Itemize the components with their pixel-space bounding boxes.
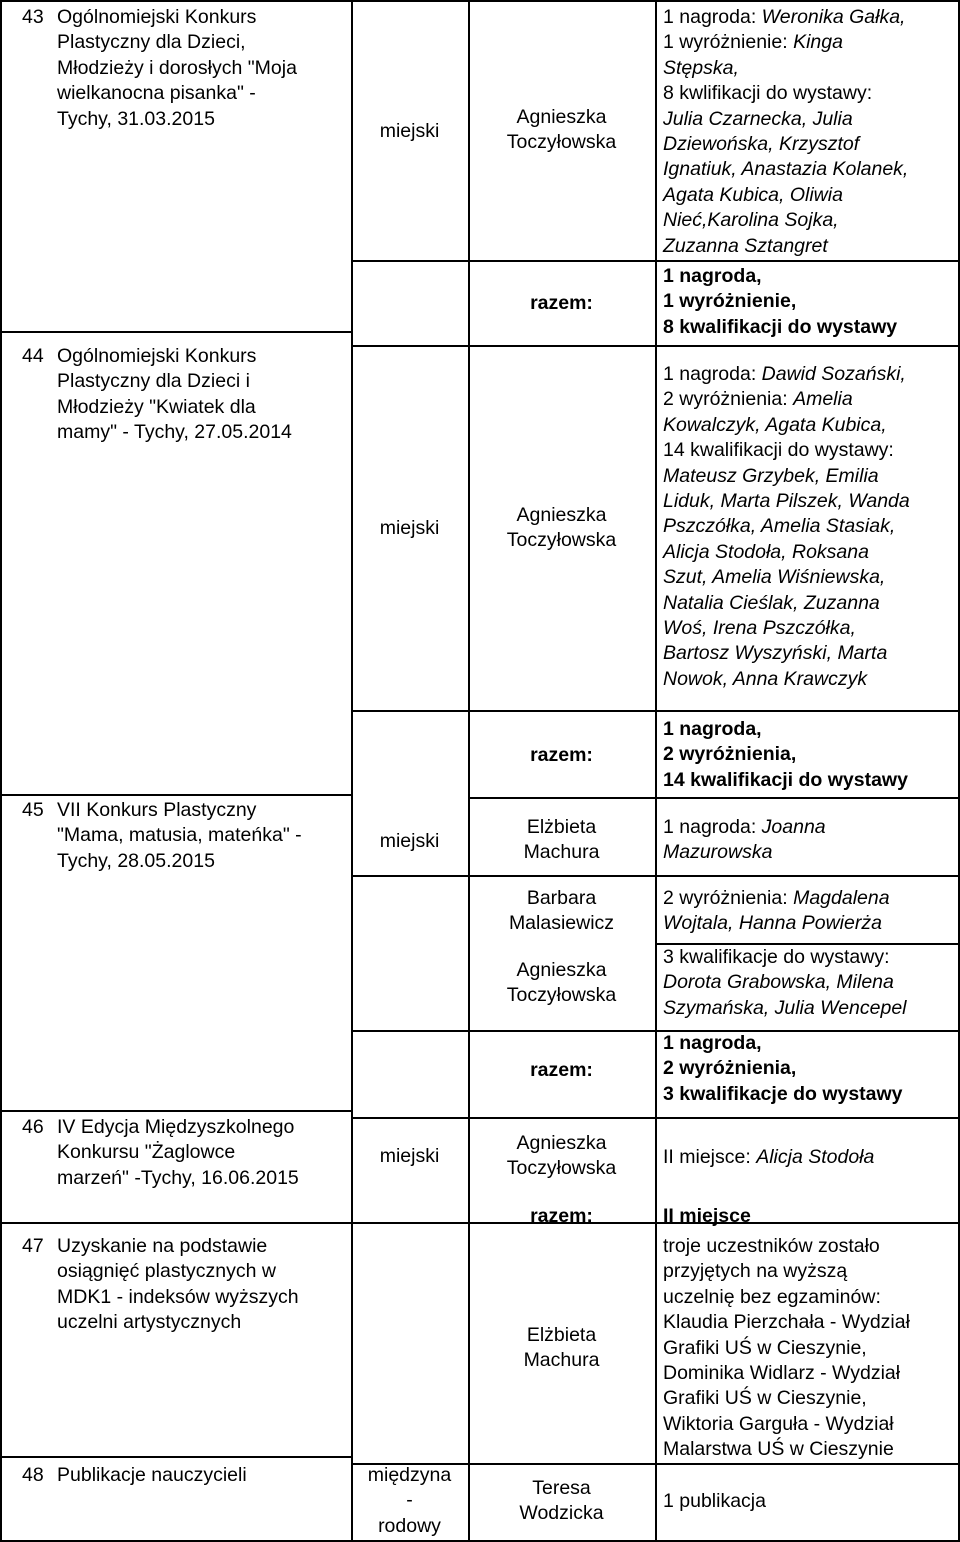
row-45-teachers: Elżbieta Machura bbox=[523, 816, 600, 864]
row-47-result: troje uczestników zostało przyjętych na wyższą uczelnię bez egzaminów: Klaudia Pierzchała - Wydział Grafiki UŚ w Cieszynie, Dominika Widlarz - Wydział Grafiki UŚ w Cieszynie, Wiktoria Garguła - Wydział Malarstwa UŚ w Cieszynie bbox=[663, 1235, 910, 1461]
row-46-scope: miejski bbox=[379, 1145, 440, 1167]
row-45-title: 45 VII Konkurs Plastyczny "Mama, matusia, mateńka" - Tychy, 28.05.2015 bbox=[22, 799, 302, 872]
row-45-scope: miejski bbox=[379, 830, 440, 852]
row-48-result: 1 publikacja bbox=[663, 1490, 766, 1512]
row-48-title: 48 Publikacje nauczycieli bbox=[22, 1463, 247, 1488]
grid-line bbox=[351, 710, 960, 712]
title-line: Tychy, 31.03.2015 bbox=[57, 107, 215, 130]
grid-line bbox=[0, 0, 960, 2]
row-45-result: 3 kwalifikacje do wystawy: Dorota Grabowska, Milena Szymańska, Julia Wencepel bbox=[663, 946, 907, 1019]
row-number: 47 bbox=[22, 1235, 44, 1257]
row-number: 44 bbox=[22, 345, 44, 367]
row-48-teacher: Teresa Wodzicka bbox=[519, 1477, 604, 1525]
row-number: 46 bbox=[22, 1116, 44, 1138]
row-43-summary: 1 nagroda, 1 wyróżnienie, 8 kwalifikacji do wystawy bbox=[663, 265, 898, 338]
grid-line bbox=[0, 0, 2, 1542]
grid-line bbox=[0, 1110, 351, 1112]
row-46-title: 46 IV Edycja Międzyszkolnego Konkursu "Żaglowce marzeń" -Tychy, 16.06.2015 bbox=[22, 1116, 299, 1189]
row-47-teacher: Elżbieta Machura bbox=[523, 1324, 600, 1372]
row-44-title: 44 Ogólnomiejski Konkurs Plastyczny dla Dzieci i Młodzieży "Kwiatek dla mamy" - Tychy, 27.05.2014 bbox=[22, 345, 292, 444]
title-line: wielkanocna pisanka" - bbox=[57, 82, 256, 105]
grid-line bbox=[351, 0, 353, 1542]
row-45-teachers: Agnieszka Toczyłowska bbox=[506, 959, 617, 1007]
title-line: Młodzieży i dorosłych "Moja bbox=[57, 56, 297, 79]
row-43-summary-label: razem: bbox=[530, 292, 593, 314]
grid-line bbox=[0, 1456, 351, 1458]
row-number: 43 bbox=[22, 6, 44, 28]
row-48-scope: międzyna - rodowy bbox=[367, 1464, 452, 1537]
row-44-result: 1 nagroda: Dawid Sozański, 2 wyróżnienia: Amelia Kowalczyk, Agata Kubica, 14 kwalifikacji do wystawy: Mateusz Grzybek, Emilia Liduk, Marta Pilszek, Wanda Pszczółka, Amelia Stasiak, Alicja Stodoła, Roksana Szut, Amelia Wiśniewska, Natalia Cieślak, Zuzanna Woś, Irena Pszczółka, Bartosz Wyszyński, Marta Nowok, Anna Krawczyk bbox=[663, 363, 910, 690]
grid-line bbox=[351, 260, 960, 262]
grid-line bbox=[0, 794, 351, 796]
row-number: 48 bbox=[22, 1464, 44, 1486]
row-47-title: 47 Uzyskanie na podstawie osiągnięć plastycznych w MDK1 - indeksów wyższych uczelni artystycznych bbox=[22, 1235, 299, 1334]
grid-line bbox=[351, 875, 960, 877]
row-46-summary-label: razem: bbox=[530, 1205, 593, 1227]
row-43-teacher: Agnieszka Toczyłowska bbox=[506, 106, 617, 154]
row-44-summary: 1 nagroda, 2 wyróżnienia, 14 kwalifikacji do wystawy bbox=[663, 718, 908, 791]
row-46-result: II miejsce: Alicja Stodoła bbox=[663, 1146, 875, 1168]
grid-line bbox=[468, 0, 470, 1542]
row-46-teacher: Agnieszka Toczyłowska bbox=[506, 1132, 617, 1180]
grid-line bbox=[655, 0, 657, 1542]
row-43-scope: miejski bbox=[379, 120, 440, 142]
grid-line bbox=[0, 331, 351, 333]
row-45-result: 2 wyróżnienia: Magdalena Wojtala, Hanna Powierża bbox=[663, 887, 890, 935]
title-line: Ogólnomiejski Konkurs bbox=[57, 6, 257, 28]
row-45-result: 1 nagroda: Joanna Mazurowska bbox=[663, 816, 826, 864]
grid-line bbox=[468, 797, 960, 799]
title-line: Plastyczny dla Dzieci, bbox=[57, 31, 246, 54]
row-44-scope: miejski bbox=[379, 517, 440, 539]
row-45-teachers: Barbara Malasiewicz bbox=[508, 887, 615, 935]
row-44-teacher: Agnieszka Toczyłowska bbox=[506, 504, 617, 552]
row-44-summary-label: razem: bbox=[530, 744, 593, 766]
grid-line bbox=[351, 345, 960, 347]
row-43-result: 1 nagroda: Weronika Gałka, 1 wyróżnienie: Kinga Stępska, 8 kwlifikacji do wystawy: Julia Czarnecka, Julia Dziewońska, Krzysztof Ignatiuk, Anastazia Kolanek, Agata Kubica, Oliwia Nieć,Karolina Sojka, Zuzanna Sztangret bbox=[663, 6, 909, 257]
row-46-summary: II miejsce bbox=[663, 1205, 751, 1227]
grid-line bbox=[351, 1117, 960, 1119]
row-45-summary: 1 nagroda, 2 wyróżnienia, 3 kwalifikacje do wystawy bbox=[663, 1032, 903, 1105]
row-number: 45 bbox=[22, 799, 44, 821]
row-45-summary-label: razem: bbox=[530, 1059, 593, 1081]
row-43-title bbox=[22, 5, 297, 132]
